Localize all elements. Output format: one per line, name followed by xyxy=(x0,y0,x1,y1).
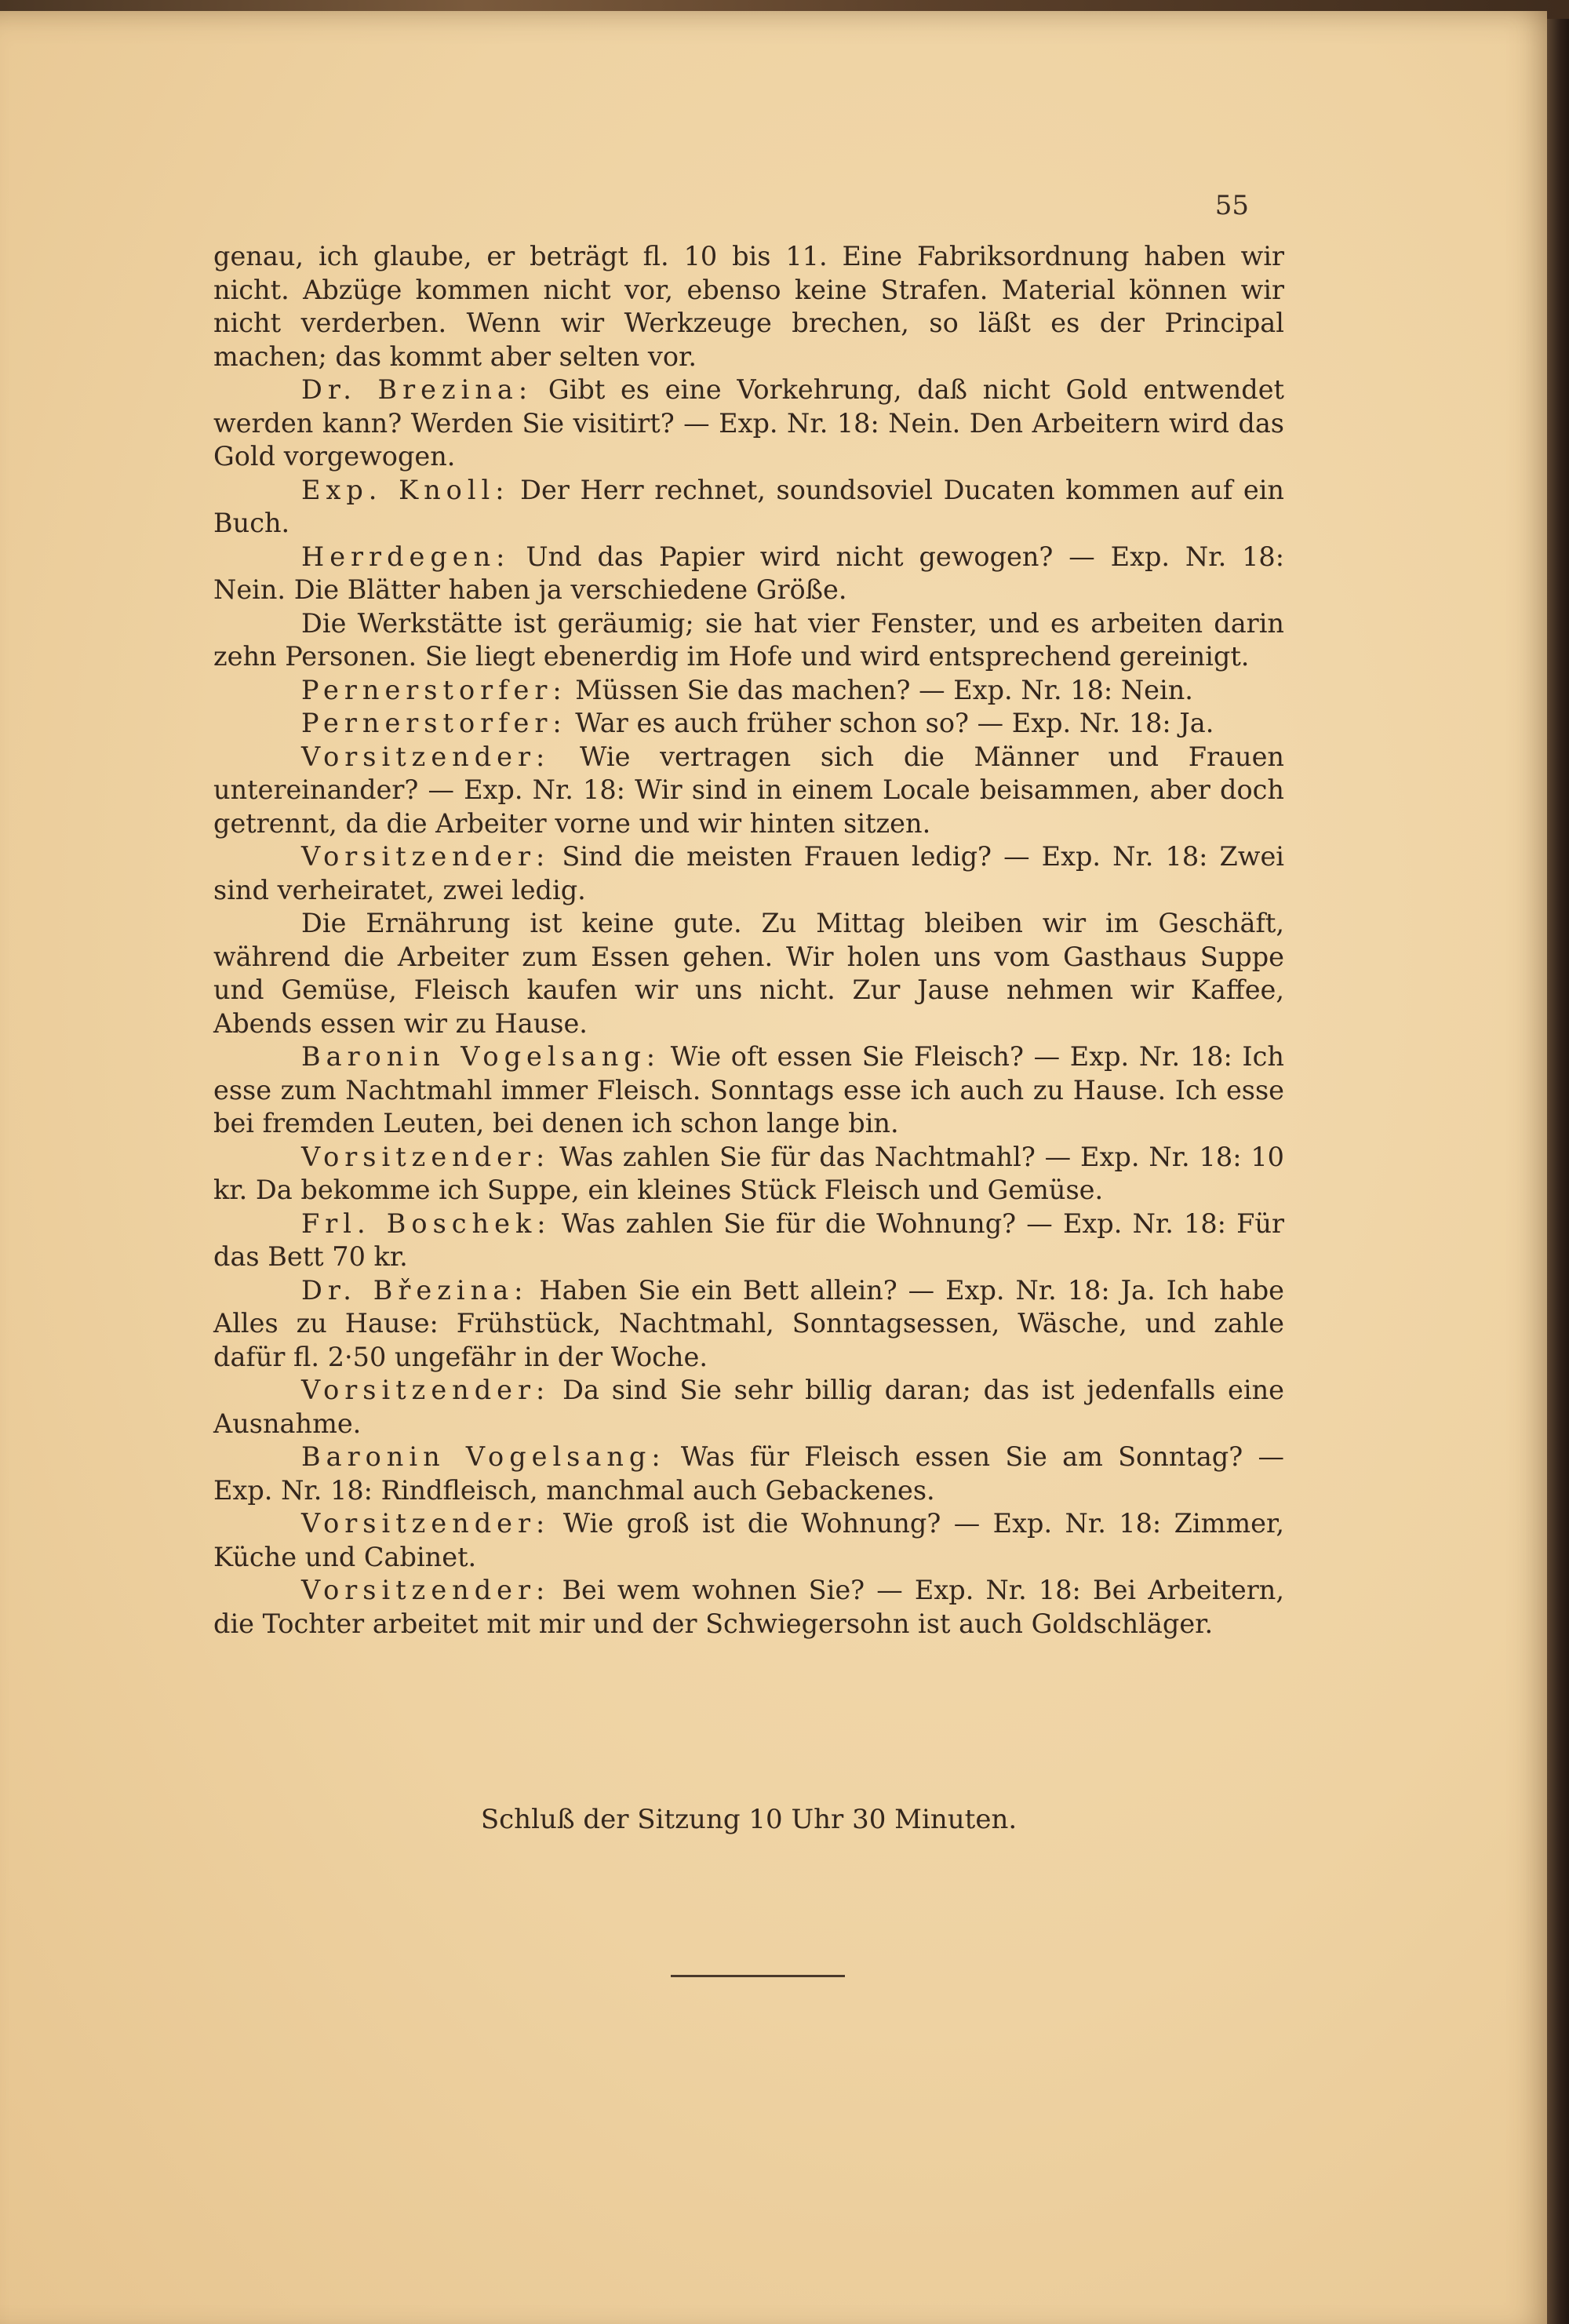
speaker-name: Vorsitzender: xyxy=(301,1375,551,1405)
speaker-name: Dr. Brezina: xyxy=(301,374,533,405)
paragraph xyxy=(213,1374,1284,1441)
speaker-name: Vorsitzender: xyxy=(301,1575,551,1605)
paragraph-text: Haben Sie ein Bett allein? — Exp. Nr. 18: Ja. Ich habe Alles zu Hause: Frühstück, Nachtmahl, Sonntagsessen, Wäsche, und zahle dafür fl. 2·50 ungefähr in der Woche. xyxy=(213,1274,1284,1372)
speaker-name: Herrdegen: xyxy=(301,541,511,572)
paragraph xyxy=(213,373,1284,474)
paragraph-text: Da sind Sie sehr billig daran; das ist jedenfalls eine Ausnahme. xyxy=(213,1375,1284,1439)
paragraph-text: Wie groß ist die Wohnung? — Exp. Nr. 18: Zimmer, Küche und Cabinet. xyxy=(213,1508,1284,1572)
paragraph-text: Die Ernährung ist keine gute. Zu Mittag bleiben wir im Geschäft, während die Arbeiter zum Essen gehen. Wir holen uns vom Gasthaus Suppe und Gemüse, Fleisch kaufen wir uns nicht. Zur Jause nehmen wir Kaffee, Abends essen wir zu Hause. xyxy=(213,908,1284,1039)
paragraph xyxy=(213,707,1284,741)
speaker-name: Baronin Vogelsang: xyxy=(301,1441,666,1472)
paragraph xyxy=(213,1274,1284,1375)
paragraph-text: Müssen Sie das machen? — Exp. Nr. 18: Nein. xyxy=(566,674,1193,705)
speaker-name: Vorsitzender: xyxy=(301,741,551,772)
book-page xyxy=(0,11,1547,2324)
paragraph xyxy=(213,674,1284,708)
speaker-name: Vorsitzender: xyxy=(301,841,551,872)
closing-line: Schluß der Sitzung 10 Uhr 30 Minuten. xyxy=(480,1804,1017,1835)
speaker-name: Exp. Knoll: xyxy=(301,474,510,505)
speaker-name: Baronin Vogelsang: xyxy=(301,1041,661,1072)
paragraph-text: Gibt es eine Vorkehrung, daß nicht Gold entwendet werden kann? Werden Sie visitirt? — Exp. Nr. 18: Nein. Den Arbeitern wird das Gold vorgewogen. xyxy=(213,374,1284,472)
book-fore-edge xyxy=(1547,19,1569,2324)
speaker-name: Dr. Březina: xyxy=(301,1274,529,1306)
paragraph xyxy=(213,1141,1284,1208)
speaker-name: Pernerstorfer: xyxy=(301,674,567,705)
body-text xyxy=(213,240,1284,1641)
paragraph-text: War es auch früher schon so? — Exp. Nr. 18: Ja. xyxy=(566,708,1214,738)
paragraph xyxy=(213,474,1284,541)
paragraph xyxy=(213,1441,1284,1507)
paragraph xyxy=(213,607,1284,674)
paragraph-text: Was zahlen Sie für das Nachtmahl? — Exp. Nr. 18: 10 kr. Da bekomme ich Suppe, ein kleines Stück Fleisch und Gemüse. xyxy=(213,1141,1284,1205)
paragraph xyxy=(213,1208,1284,1274)
paragraph xyxy=(213,907,1284,1040)
paragraph xyxy=(213,741,1284,841)
paragraph-text: Wie oft essen Sie Fleisch? — Exp. Nr. 18: Ich esse zum Nachtmahl immer Fleisch. Sonntags esse ich auch zu Hause. Ich esse bei fremden Leuten, bei denen ich schon lange bin. xyxy=(213,1041,1284,1138)
speaker-name: Vorsitzender: xyxy=(301,1141,551,1172)
paragraph xyxy=(213,1507,1284,1574)
paragraph xyxy=(213,541,1284,607)
paragraph xyxy=(213,1040,1284,1141)
speaker-name: Vorsitzender: xyxy=(301,1508,551,1539)
page-number: 55 xyxy=(1214,190,1249,221)
speaker-name: Frl. Boschek: xyxy=(301,1208,552,1239)
paragraph-text: Was für Fleisch essen Sie am Sonntag? — Exp. Nr. 18: Rindfleisch, manchmal auch Gebackenes. xyxy=(213,1441,1284,1506)
paragraph-text: Und das Papier wird nicht gewogen? — Exp. Nr. 18: Nein. Die Blätter haben ja verschiedene Größe. xyxy=(213,541,1284,605)
paragraph-text: Bei wem wohnen Sie? — Exp. Nr. 18: Bei Arbeitern, die Tochter arbeitet mit mir und der Schwiegersohn ist auch Goldschläger. xyxy=(213,1575,1284,1639)
paragraph-text: Wie vertragen sich die Männer und Frauen untereinander? — Exp. Nr. 18: Wir sind in einem Locale beisammen, aber doch getrennt, da die Arbeiter vorne und wir hinten sitzen. xyxy=(213,741,1284,839)
speaker-name: Pernerstorfer: xyxy=(301,708,567,738)
paragraph xyxy=(213,240,1284,373)
end-rule xyxy=(671,1975,845,1977)
paragraph-text: genau, ich glaube, er beträgt fl. 10 bis 11. Eine Fabriksordnung haben wir nicht. Abzüge kommen nicht vor, ebenso keine Strafen. Material können wir nicht verderben. Wenn wir Werkzeuge brechen, so läßt es der Principal machen; das kommt aber selten vor. xyxy=(213,241,1284,372)
paragraph xyxy=(213,840,1284,907)
paragraph-text: Was zahlen Sie für die Wohnung? — Exp. Nr. 18: Für das Bett 70 kr. xyxy=(213,1208,1284,1272)
paragraph xyxy=(213,1574,1284,1641)
paragraph-text: Die Werkstätte ist geräumig; sie hat vier Fenster, und es arbeiten darin zehn Personen. Sie liegt ebenerdig im Hofe und wird entsprechend gereinigt. xyxy=(213,607,1284,672)
paragraph-text: Sind die meisten Frauen ledig? — Exp. Nr. 18: Zwei sind verheiratet, zwei ledig. xyxy=(213,841,1284,905)
paragraph-text: Der Herr rechnet, soundsoviel Ducaten kommen auf ein Buch. xyxy=(213,474,1285,538)
